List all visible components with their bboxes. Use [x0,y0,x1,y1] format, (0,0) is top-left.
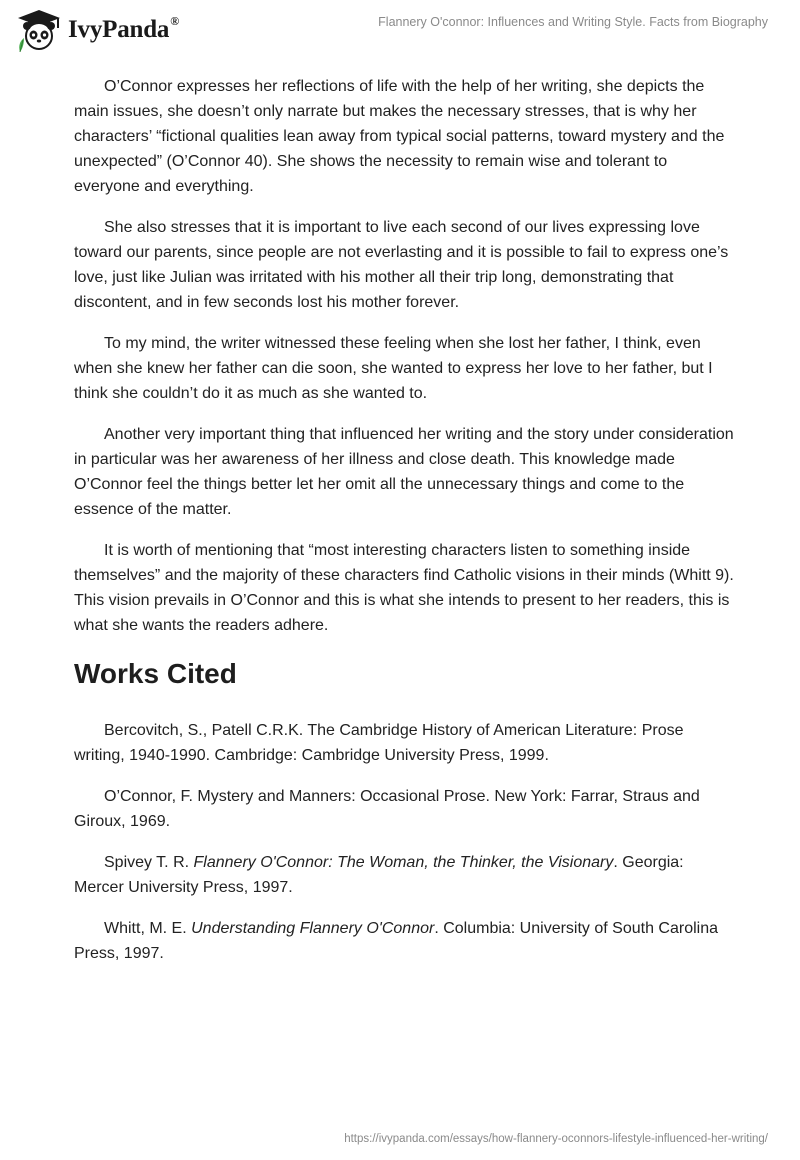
works-cited-heading: Works Cited [74,658,237,689]
essay-content [74,74,734,982]
body-paragraph: To my mind, the writer witnessed these feeling when she lost her father, I think, even when she knew her father can die soon, she wanted to express her love to her father, but I think she couldn’t do it as much as she wanted to. [74,335,713,402]
body-paragraph: She also stresses that it is important to live each second of our lives expressing love toward our parents, since people are not everlasting and it is possible to fail to express one’s love, just like Julian was irritated with his mother all their trip long, demonstrating that discontent, and in few seconds lost his mother forever. [74,219,729,311]
panda-graduate-icon [14,8,64,52]
citation-entry: Whitt, M. E. Understanding Flannery O'Connor. Columbia: University of South Carolina Press, 1997. [74,920,718,962]
citation-title: Understanding Flannery O'Connor [191,920,435,937]
body-paragraph: It is worth of mentioning that “most interesting characters listen to something inside themselves” and the majority of these characters find Catholic visions in their minds (Whitt 9). This vision prevails in O’Connor and this is what she intends to present to her readers, this is what she wants the readers adhere. [74,542,734,634]
brand-name: IvyPanda® [68,14,179,43]
citation-title: Flannery O'Connor: The Woman, the Thinker, the Visionary [193,854,614,871]
body-paragraph: Another very important thing that influenced her writing and the story under consideration in particular was her awareness of her illness and close death. This knowledge made O’Connor feel the things better let her omit all the unnecessary things and come to the essence of the matter. [74,426,734,518]
registered-mark: ® [170,14,179,28]
citation-entry: O’Connor, F. Mystery and Manners: Occasional Prose. New York: Farrar, Straus and Giroux, 1969. [74,788,700,830]
citation-entry: Bercovitch, S., Patell C.R.K. The Cambridge History of American Literature: Prose writing, 1940-1990. Cambridge: Cambridge University Press, 1999. [74,722,684,764]
ivypanda-logo[interactable] [14,8,179,52]
citation-entry: Spivey T. R. Flannery O'Connor: The Woman, the Thinker, the Visionary. Georgia: Mercer University Press, 1997. [74,854,684,896]
document-title: Flannery O'connor: Influences and Writing Style. Facts from Biography [378,15,768,29]
body-paragraph: O’Connor expresses her reflections of life with the help of her writing, she depicts the main issues, she doesn’t only narrate but makes the necessary stresses, that is why her characters’ “fictional qualities lean away from typical social patterns, toward mystery and the unexpected” (O’Connor 40). She shows the necessity to remain wise and tolerant to everyone and everything. [74,78,725,195]
source-url[interactable]: https://ivypanda.com/essays/how-flannery-oconnors-lifestyle-influenced-her-writing/ [344,1133,768,1145]
